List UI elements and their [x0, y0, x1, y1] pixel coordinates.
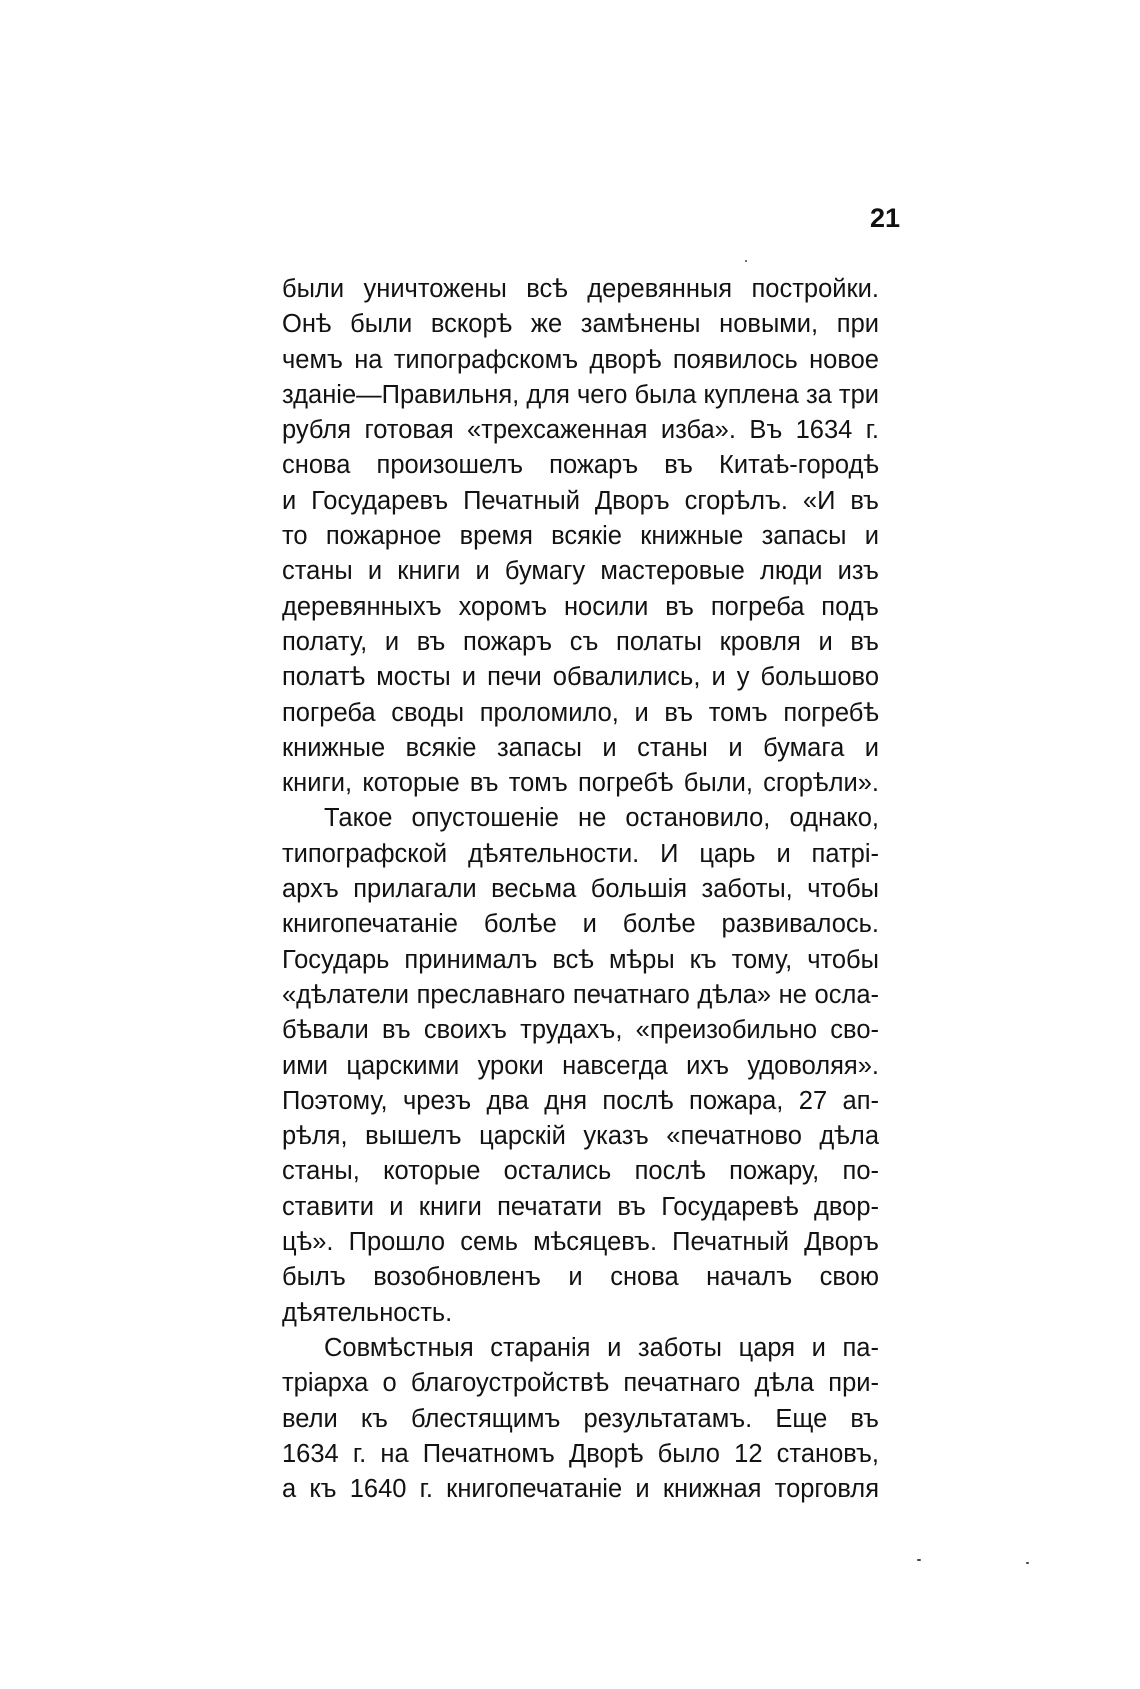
text-line: ими царскими уроки навсегда ихъ удоволяя».: [282, 1051, 879, 1080]
text-line: и Государевъ Печатный Дворъ сгорѣлъ. «И въ: [282, 486, 879, 515]
text-line: полату, и въ пожаръ съ полаты кровля и въ: [282, 627, 879, 656]
text-line: вели къ блестящимъ результатамъ. Еще въ: [282, 1404, 879, 1433]
text-line: былъ возобновленъ и снова началъ свою: [282, 1263, 879, 1292]
scan-speck: [1026, 1562, 1029, 1564]
text-line: тріарха о благоустройствѣ печатнаго дѣла при-: [282, 1369, 879, 1398]
text-line: архъ прилагали весьма большія заботы, чтобы: [282, 875, 879, 904]
text-line: снова произошелъ пожаръ въ Китаѣ-городѣ: [282, 451, 879, 480]
text-line: погреба своды проломило, и въ томъ погребѣ: [282, 698, 879, 727]
text-line: рубля готовая «трехсаженная изба». Въ 1634 г.: [282, 416, 879, 445]
text-line: станы, которые остались послѣ пожару, по-: [282, 1157, 879, 1186]
text-line: цѣ». Прошло семь мѣсяцевъ. Печатный Дворъ: [282, 1228, 879, 1257]
page-number: 21: [869, 203, 900, 233]
text-line: 1634 г. на Печатномъ Дворѣ было 12 становъ,: [282, 1439, 879, 1468]
text-line: дѣятельность.: [282, 1298, 453, 1327]
text-line: деревянныхъ хоромъ носили въ погреба подъ: [282, 592, 879, 621]
text-line: ставити и книги печатати въ Государевѣ двор-: [282, 1192, 879, 1221]
body-text: [282, 272, 879, 1507]
text-line: книгопечатаніе болѣе и болѣе развивалось.: [282, 910, 879, 939]
text-line: Поэтому, чрезъ два дня послѣ пожара, 27 ап-: [282, 1086, 879, 1115]
text-line: зданіе—Правильня, для чего была куплена за три: [282, 380, 879, 409]
text-line: Государь принималъ всѣ мѣры къ тому, чтобы: [282, 945, 879, 974]
text-line: Онѣ были вскорѣ же замѣнены новыми, при: [282, 310, 879, 339]
text-line: Такое опустошеніе не остановило, однако,: [324, 804, 879, 833]
scan-speck: [745, 260, 747, 262]
text-line: Совмѣстныя старанія и заботы царя и па-: [324, 1333, 879, 1362]
scan-speck: [917, 1559, 921, 1561]
text-line: а къ 1640 г. книгопечатаніе и книжная торговля: [282, 1475, 879, 1504]
text-line: были уничтожены всѣ деревянныя постройки.: [282, 275, 879, 303]
text-line: типографской дѣятельности. И царь и патрі-: [282, 839, 879, 868]
text-line: то пожарное время всякіе книжные запасы и: [282, 522, 879, 551]
text-line: книжные всякіе запасы и станы и бумага и: [282, 733, 879, 762]
text-line: книги, которые въ томъ погребѣ были, сгорѣли».: [282, 769, 879, 798]
text-line: чемъ на типографскомъ дворѣ появилось новое: [282, 345, 879, 374]
text-line: полатѣ мосты и печи обвалились, и у большово: [282, 663, 879, 692]
text-line: бѣвали въ своихъ трудахъ, «преизобильно сво-: [282, 1016, 879, 1045]
text-line: рѣля, вышелъ царскій указъ «печатново дѣла: [282, 1122, 879, 1151]
text-line: «дѣлатели преславнаго печатнаго дѣла» не осла-: [282, 980, 879, 1009]
text-line: станы и книги и бумагу мастеровые люди изъ: [282, 557, 879, 586]
